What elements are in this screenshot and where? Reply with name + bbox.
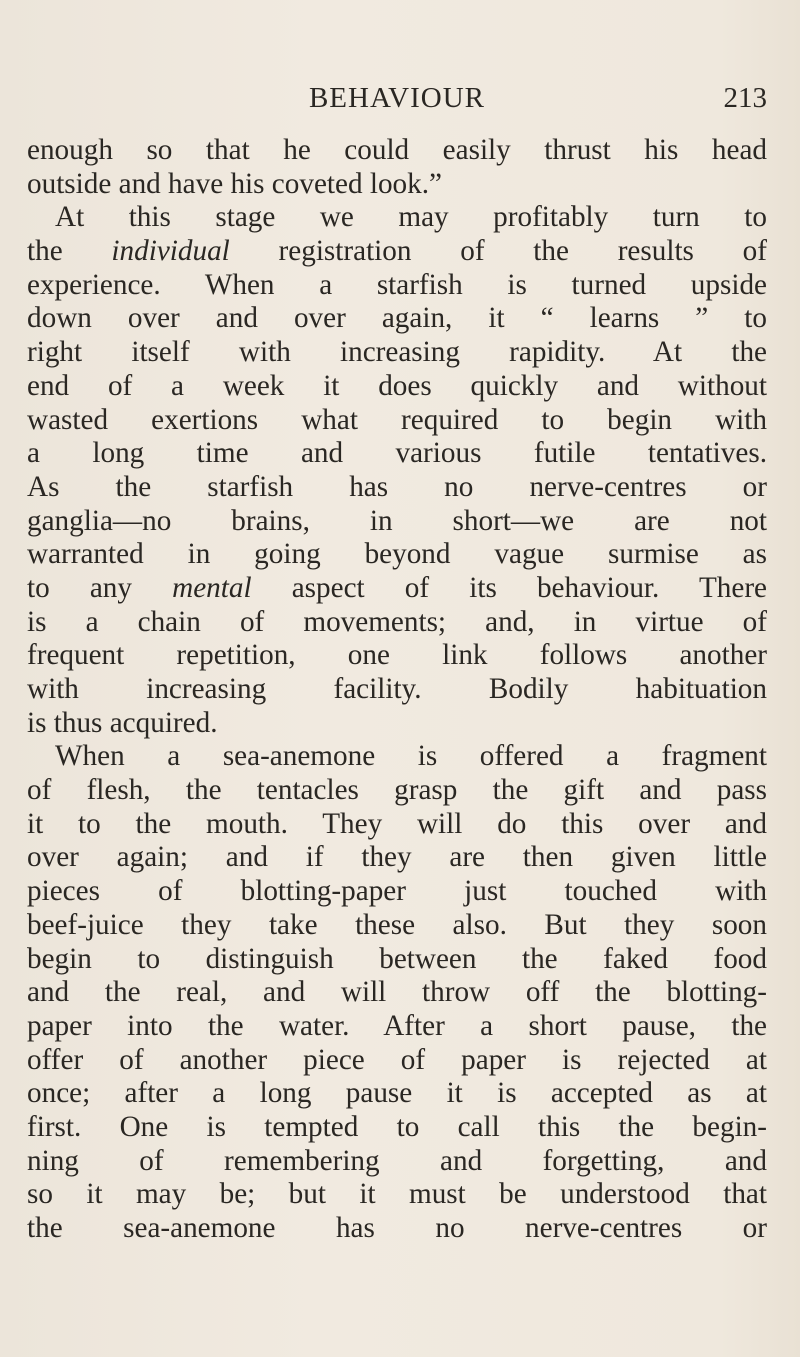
text-segment: down over and over again, it “ learns ” to [27,302,767,335]
text-line [27,1111,767,1145]
text-segment: ning of remembering and forgetting, and [27,1144,767,1177]
text-segment: enough so that he could easily thrust his head [27,134,767,166]
text-line [27,168,767,202]
text-line [27,1178,767,1212]
text-segment: is a chain of movements; and, in virtue of [27,605,767,638]
text-segment: wasted exertions what required to begin with [27,403,767,436]
text-line [27,1010,767,1044]
body-text [27,134,767,1246]
text-segment: beef-juice they take these also. But they soon [27,908,767,941]
text-line [27,201,767,235]
text-line [27,572,767,606]
text-line [27,235,767,269]
text-line [27,1044,767,1078]
text-line [27,269,767,303]
text-segment: outside and have his coveted look.” [27,167,442,200]
italic-term: mental [172,571,252,604]
text-line [27,437,767,471]
text-line [27,841,767,875]
text-line [27,808,767,842]
text-segment: first. One is tempted to call this the begin- [27,1110,767,1143]
text-segment: registration of the results of [229,235,767,268]
text-segment: offer of another piece of paper is rejected at [27,1043,767,1076]
text-segment: paper into the water. After a short pause, the [27,1009,767,1042]
text-line [27,673,767,707]
text-segment: of flesh, the tentacles grasp the gift and pass [27,774,767,807]
text-line [27,606,767,640]
text-line [27,707,767,741]
text-line [27,875,767,909]
text-line [27,134,767,168]
text-line [27,302,767,336]
text-line [27,943,767,977]
text-segment: to any [27,571,173,604]
text-segment: is thus acquired. [27,706,218,739]
text-segment: with increasing facility. Bodily habituation [27,673,767,705]
text-line [27,774,767,808]
text-segment: At this stage we may profitably turn to [55,201,767,234]
text-line [27,1077,767,1111]
text-line [27,370,767,404]
text-line [27,1212,767,1246]
text-line [27,538,767,572]
text-segment: When a sea-anemone is offered a fragment [55,740,767,773]
text-segment: once; after a long pause it is accepted as at [27,1077,767,1110]
text-segment: a long time and various futile tentatives. [27,437,767,470]
text-segment: the [27,235,112,268]
text-segment: the sea-anemone has no nerve-centres or [27,1212,767,1244]
text-segment: experience. When a starfish is turned upside [27,268,767,301]
running-head [27,82,767,122]
italic-term: individual [111,235,230,268]
text-segment: end of a week it does quickly and without [27,369,767,402]
text-line [27,740,767,774]
text-segment: ganglia—no brains, in short—we are not [27,504,767,537]
text-segment: As the starfish has no nerve-centres or [27,470,767,503]
text-line [27,976,767,1010]
text-line [27,505,767,539]
text-segment: begin to distinguish between the faked food [27,942,767,975]
running-title: BEHAVIOUR [308,82,486,114]
text-segment: and the real, and will throw off the blotting- [27,976,767,1009]
text-segment: right itself with increasing rapidity. At the [27,336,767,369]
text-segment: it to the mouth. They will do this over and [27,807,767,840]
text-line [27,909,767,943]
text-segment: warranted in going beyond vague surmise as [27,538,767,571]
text-line [27,404,767,438]
text-line [27,336,767,370]
text-line [27,1145,767,1179]
text-segment: so it may be; but it must be understood that [27,1178,767,1211]
page-number: 213 [723,82,767,114]
text-segment: aspect of its behaviour. There [251,571,767,604]
text-segment: pieces of blotting-paper just touched with [27,875,767,908]
text-line [27,471,767,505]
text-line [27,639,767,673]
text-segment: frequent repetition, one link follows another [27,639,767,672]
text-segment: over again; and if they are then given little [27,841,767,874]
